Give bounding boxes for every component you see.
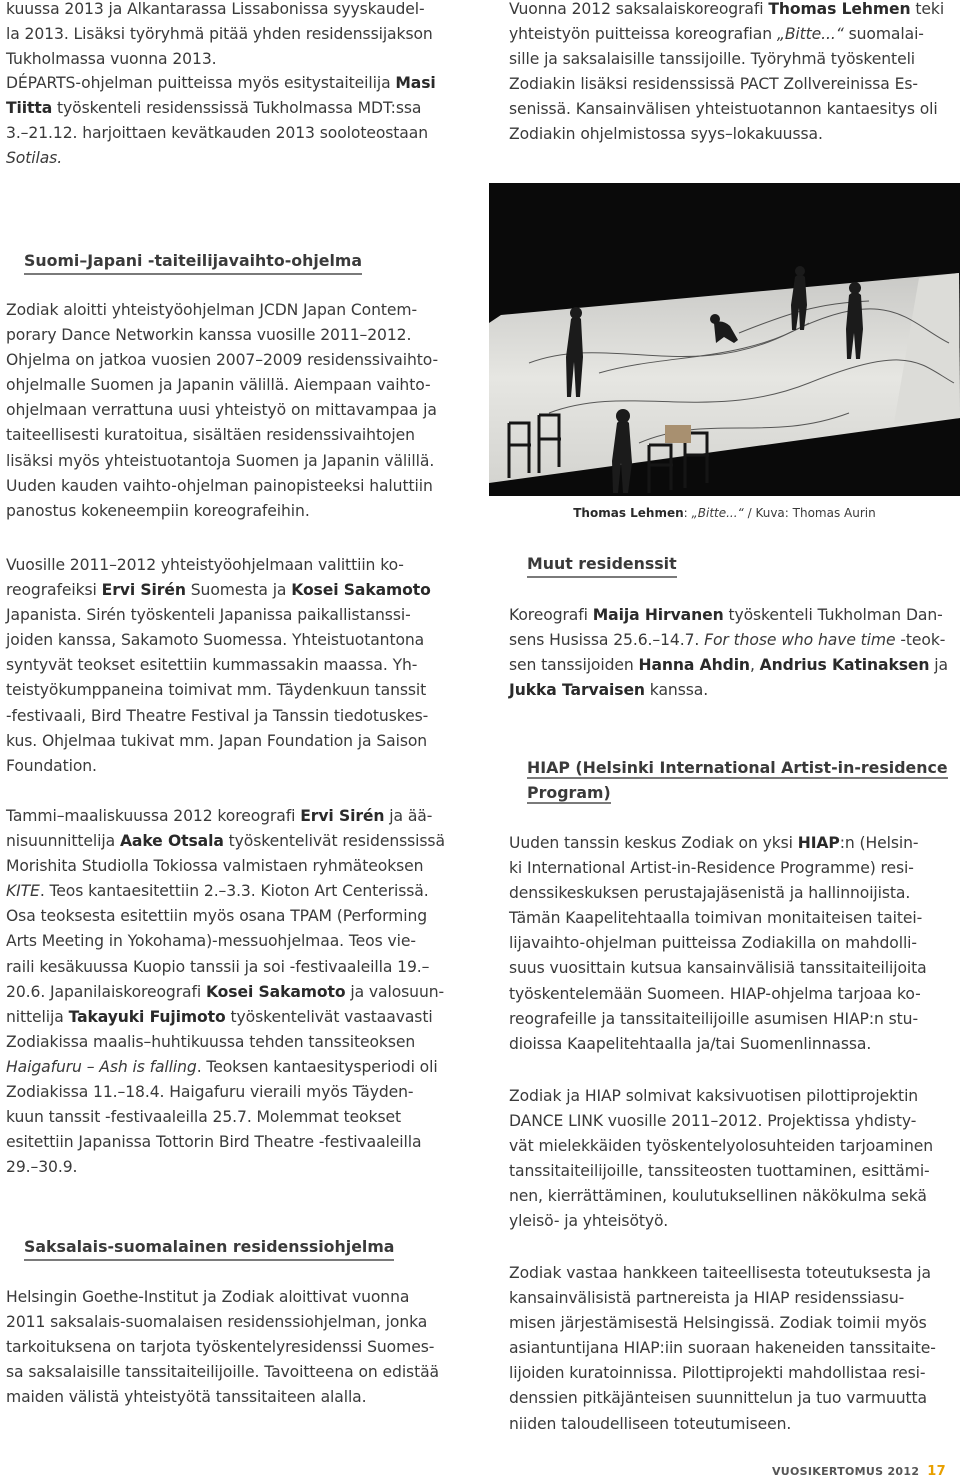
intro-paragraph-left — [6, 0, 452, 72]
german-paragraph — [6, 1285, 452, 1410]
text-line: Uuden kauden vaihto-ohjelman painopisteeksi haluttiin — [6, 476, 433, 495]
page-footer — [772, 1464, 946, 1479]
artist-name: Andrius Katinaksen — [759, 656, 930, 675]
lehmen-paragraph — [509, 0, 959, 148]
text-line: esitettiin Japanissa Tottorin Bird Theatre -festivaaleilla — [6, 1133, 422, 1152]
text-line: taiteellisesti kuratoitua, sisältäen residenssivaihtojen — [6, 426, 415, 445]
japan-paragraph-3 — [6, 804, 452, 1180]
performance-photo — [489, 183, 960, 496]
text-line — [6, 146, 452, 171]
text-line: Zodiakin lisäksi residenssissä PACT Zollvereinissa Es- — [509, 75, 918, 94]
text-line: Haigafuru – Ash is falling. Teoksen kantaesitysperiodi oli — [6, 1057, 438, 1076]
text-line: Jukka Tarvaisen kanssa. — [509, 681, 709, 700]
text-line: misen järjestämisestä Helsingissä. Zodiak toimii myös — [509, 1314, 927, 1333]
heading-line: Program) — [527, 783, 611, 802]
text-line: Helsingin Goethe-Institut ja Zodiak aloittivat vuonna — [6, 1288, 410, 1306]
work-title: KITE — [6, 882, 40, 901]
text-line: Tukholmassa vuonna 2013. — [6, 50, 217, 69]
work-title: For those who have time — [704, 631, 896, 650]
text-line: denssien pitkäjänteisen suunnittelun ja tuo varmuutta — [509, 1389, 927, 1408]
text-line: Zodiak vastaa hankkeen taiteellisesta toteutuksesta ja — [509, 1264, 931, 1282]
artist-name: Maija Hirvanen — [592, 606, 724, 624]
text-line: Koreografi Maija Hirvanen työskenteli Tukholman Dan- — [509, 606, 943, 624]
section-heading-hiap — [527, 755, 948, 805]
text-line: kuun tanssit -festivaaleilla 25.7. Molemmat teokset — [6, 1108, 401, 1127]
artist-name: Hanna Ahdin — [638, 656, 750, 675]
text-line: nittelija Takayuki Fujimoto työskentelivät vastaavasti — [6, 1007, 433, 1026]
text-line: yleisö- ja yhteisötyö. — [509, 1212, 669, 1231]
text-line: Zodiakin ohjelmistossa syys–lokakuussa. — [509, 125, 823, 144]
text-line: reografeille ja tanssitaiteilijoille asumisen HIAP:n stu- — [509, 1009, 918, 1028]
text-line: 20.6. Japanilaiskoreografi Kosei Sakamoto ja valosuun- — [6, 982, 445, 1001]
text-line: tanssitaiteilijoille, tanssiteosten tuottaminen, esittämi- — [509, 1162, 930, 1181]
text-line: ohjelmalle Suomen ja Japanin välillä. Aiempaan vaihto- — [6, 376, 431, 395]
text-line: asiantuntijana HIAP:iin suoraan hakeneiden tanssitaite- — [509, 1339, 936, 1358]
text-line: sen tanssijoiden Hanna Ahdin, Andrius Katinaksen ja — [509, 656, 948, 675]
heading-line: HIAP (Helsinki International Artist-in-residence — [527, 758, 948, 777]
artist-name: Kosei Sakamoto — [291, 581, 431, 600]
text-line: Osa teoksesta esitettiin myös osana TPAM (Performing — [6, 907, 428, 926]
text-line: kuussa 2013 ja Alkantarassa Lissabonissa syyskaudel- — [6, 0, 425, 18]
hiap-paragraph-2 — [509, 1084, 959, 1235]
text-line: työskentelemään Suomeen. HIAP-ohjelma tarjoaa ko- — [509, 984, 921, 1003]
text-line: ki International Artist-in-Residence Programme) resi- — [509, 859, 914, 878]
text-line: joiden kanssa, Sakamoto Suomessa. Yhteistuotantona — [6, 631, 425, 650]
japan-paragraph-2 — [6, 553, 452, 779]
text-line: Tammi–maaliskuussa 2012 koreografi Ervi Sirén ja ää- — [6, 807, 433, 825]
hiap-paragraph-1 — [509, 831, 959, 1057]
text-line: Vuosille 2011–2012 yhteistyöohjelmaan valittiin ko- — [6, 556, 404, 574]
hiap-paragraph-3 — [509, 1261, 959, 1437]
caption-photographer: Thomas Aurin — [792, 506, 876, 520]
text-line: suus vuosittain kutsua kansainvälisiä tanssitaiteilijoita — [509, 959, 927, 978]
text-line: yhteistyön puitteissa koreografian „Bitte...“ suomalai- — [509, 25, 924, 44]
japan-paragraph-1 — [6, 298, 452, 524]
text-line: Zodiakissa 11.–18.4. Haigafuru vieraili myös Täyden- — [6, 1083, 414, 1102]
text-line: Ohjelma on jatkoa vuosien 2007–2009 residenssivaihto- — [6, 351, 439, 370]
text-line: Uuden tanssin keskus Zodiak on yksi HIAP:n (Helsin- — [509, 834, 919, 852]
text-line: denssikeskuksen perustajajäsenistä ja hallinnoijista. — [509, 884, 911, 903]
text-line: Zodiakissa maalis–huhtikuussa tehden tanssiteoksen — [6, 1032, 416, 1051]
text-line: tarkoituksena on tarjota työskentelyresidenssi Suomes- — [6, 1338, 435, 1357]
text-line: panostus kokeneempiin koreografeihin. — [6, 501, 310, 520]
text-line: dioissa Kaapelitehtaalla ja/tai Suomenlinnassa. — [509, 1034, 872, 1053]
text-line: Arts Meeting in Yokohama)-messuohjelmaa. Teos vie- — [6, 932, 416, 951]
text-line: ohjelmaan verrattuna uusi yhteistyö on mittavampaa ja — [6, 401, 437, 420]
text-line: lijoiden kuratoinnissa. Pilottiprojekti mahdollistaa resi- — [509, 1364, 926, 1383]
text-line: porary Dance Networkin kanssa vuosille 2011–2012. — [6, 326, 412, 345]
text-line: 29.–30.9. — [6, 1158, 78, 1177]
text-line: raili kesäkuussa Kuopio tanssii ja soi -festivaaleilla 19.– — [6, 957, 430, 976]
text-line: kus. Ohjelmaa tukivat mm. Japan Foundation ja Saison — [6, 731, 428, 750]
text-line: DANCE LINK vuosille 2011–2012. Projektissa yhdisty- — [509, 1112, 917, 1131]
text-line: 3.–21.12. harjoittaen kevätkauden 2013 sooloteostaan — [6, 124, 428, 143]
text-line: lisäksi myös yhteistuotantoja Suomen ja Japanin välillä. — [6, 451, 435, 470]
artist-name: Takayuki Fujimoto — [68, 1007, 226, 1026]
text-line: teistyökumppaneina toimivat mm. Täydenkuun tanssit — [6, 681, 427, 700]
artist-name: Kosei Sakamoto — [205, 982, 346, 1001]
text-line: vät mielekkäiden työskentelyolosuhteiden tarjoaminen — [509, 1137, 934, 1156]
artist-name: Aake Otsala — [119, 832, 224, 851]
section-heading-german: Saksalais-suomalainen residenssiohjelma — [24, 1234, 394, 1261]
artist-name: Ervi Sirén — [101, 581, 186, 600]
caption-work: „Bitte...“ — [691, 506, 744, 520]
text-line: senissä. Kansainvälisen yhteistuotannon kantaesitys oli — [509, 100, 938, 119]
text-line: nisuunnittelija Aake Otsala työskentelivät residenssissä — [6, 832, 445, 851]
artist-name: Ervi Sirén — [300, 807, 385, 825]
section-heading-muut: Muut residenssit — [527, 551, 677, 578]
caption-name: Thomas Lehmen — [573, 506, 684, 520]
artist-name: Thomas Lehmen — [768, 0, 911, 18]
artist-name: Jukka Tarvaisen — [509, 681, 645, 700]
text-line: sa saksalaisille tanssitaiteilijoille. Tavoitteena on edistää — [6, 1363, 440, 1382]
work-title: Sotilas. — [6, 149, 63, 168]
org-name: HIAP — [797, 834, 840, 852]
text-line: DÉPARTS-ohjelman puitteissa myös esitystaiteilija Masi — [6, 74, 436, 92]
work-title: Haigafuru – Ash is falling — [6, 1057, 197, 1076]
text-line: Tiitta työskenteli residenssissä Tukholmassa MDT:ssa — [6, 99, 422, 118]
text-line: -festivaali, Bird Theatre Festival ja Tanssin tiedotuskes- — [6, 706, 429, 725]
text-line: Vuonna 2012 saksalaiskoreografi Thomas Lehmen teki — [509, 0, 945, 18]
artist-name: Masi — [395, 74, 436, 92]
text-line: maiden välistä yhteistyötä tanssitaiteen alalla. — [6, 1388, 367, 1407]
text-line: Morishita Studiolla Tokiossa valmistaen ryhmäteoksen — [6, 857, 424, 876]
artist-name: Tiitta — [6, 99, 53, 118]
work-title: „Bitte...“ — [776, 25, 844, 44]
text-line: syntyvät teokset esitettiin kummassakin maassa. Yh- — [6, 656, 418, 675]
photo-caption: Thomas Lehmen: „Bitte...“ / Kuva: Thomas Aurin — [573, 506, 876, 520]
text-line: sille ja saksalaisille tanssijoille. Työryhmä työskenteli — [509, 50, 916, 69]
text-line: niiden taloudelliseen toteutumiseen. — [509, 1414, 792, 1433]
text-line: la 2013. Lisäksi työryhmä pitää yhden residenssijakson — [6, 25, 433, 44]
text-line: lijavaihto-ohjelman puitteissa Zodiakilla on mahdolli- — [509, 934, 917, 953]
section-heading-japan: Suomi–Japani -taiteilijavaihto-ohjelma — [24, 248, 362, 275]
text-line: kansainvälisistä partnereista ja HIAP residenssiasu- — [509, 1289, 905, 1308]
text-line: Foundation. — [6, 756, 97, 775]
text-line: 2011 saksalais-suomalaisen residenssiohjelman, jonka — [6, 1313, 428, 1332]
text-line: sens Husissa 25.6.–14.7. For those who have time -teok- — [509, 631, 946, 650]
text-line: Zodiak aloitti yhteistyöohjelman JCDN Japan Contem- — [6, 301, 418, 319]
departs-paragraph — [6, 71, 452, 171]
page-number: 17 — [927, 1464, 946, 1479]
text-line: nen, kierrättäminen, koulutuksellinen näkökulma sekä — [509, 1187, 927, 1206]
text-line: KITE. Teos kantaesitettiin 2.–3.3. Kioton Art Centerissä. — [6, 882, 429, 901]
footer-label: VUOSIKERTOMUS 2012 — [771, 1465, 920, 1478]
text-line: Tämän Kaapelitehtaalla toimivan monitaiteisen taitei- — [509, 909, 923, 928]
text-line: Japanista. Sirén työskenteli Japanissa paikallistanssi- — [6, 606, 411, 625]
text-line: reografeiksi Ervi Sirén Suomesta ja Kosei Sakamoto — [6, 581, 431, 600]
muut-paragraph — [509, 603, 959, 703]
text-line: Zodiak ja HIAP solmivat kaksivuotisen pilottiprojektin — [509, 1087, 919, 1105]
